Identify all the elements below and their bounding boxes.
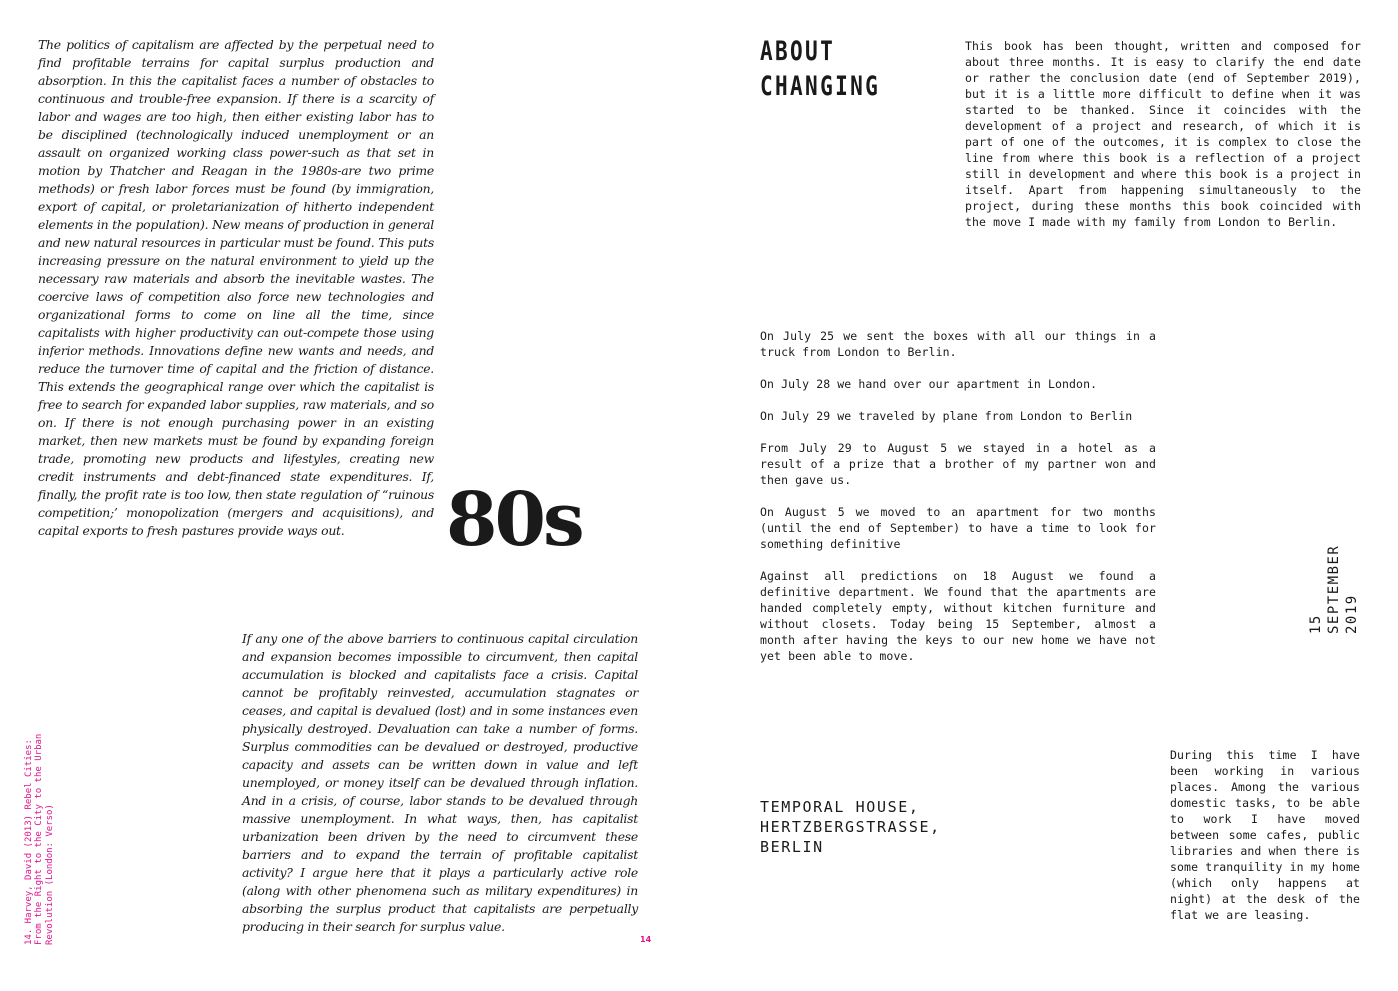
date-year: 2019 xyxy=(1344,594,1360,634)
timeline-entry: From July 29 to August 5 we stayed in a hotel as a result of a prize that a brother of my partner won and then gave us. xyxy=(760,441,1156,487)
date-day: 15 xyxy=(1308,614,1324,634)
timeline-entry: On July 29 we traveled by plane from London to Berlin xyxy=(760,409,1133,423)
location-line-1: TEMPORAL HOUSE, xyxy=(760,798,920,816)
location-line-2: HERTZBERGSTRASSE, xyxy=(760,818,941,836)
date-month: SEPTEMBER xyxy=(1326,544,1342,634)
timeline-entry: On July 25 we sent the boxes with all our things in a truck from London to Berlin. xyxy=(760,329,1156,359)
essay-paragraph-2: If any one of the above barriers to continuous capital circulation and expansion becomes impossible to circumvent, then capital accumulation is blocked and capitalists face a crisis. Capital cannot be profitably reinvested, accumulation stagnates or ceases, and capital is devalued (lost) and in some instances even physically destroyed. Devaluation can take a number of forms. Surplus commodities can be devalued or destroyed, productive capacity and assets can be written down in value and left unemployed, or money itself can be devalued through inflation. And in a crisis, of course, labor stands to be devalued through massive unemployment. In what ways, then, has capitalist urbanization been driven by the need to circumvent these barriers and to expand the terrain of profitable capitalist activity? I argue here that it plays a particularly active role (along with other phenomena such as military expenditures) in absorbing the surplus product that capitalists are perpetually producing in their search for surplus value. xyxy=(242,631,638,934)
work-places-paragraph: During this time I have been working in various places. Among the various domestic tasks, to be able to work I have moved between some cafes, public libraries and when there is some tranquility in my home (which only happens at night) at the desk of the flat we are leasing. xyxy=(1170,748,1360,922)
timeline-entry: On July 28 we hand over our apartment in London. xyxy=(760,377,1098,391)
timeline-entry: Against all predictions on 18 August we found a definitive department. We found that the apartments are handed completely empty, without kitchen furniture and without closets. Today being 15 September, almost a month after having the keys to our new home we have not yet been able to move. xyxy=(760,569,1156,663)
move-timeline xyxy=(760,328,1156,680)
footnote-citation: 14. Harvey, David (2013) Rebel Cities: From the Right to the City to the Urban Revolution (London: Verso) xyxy=(24,733,55,945)
section-title-line-1: ABOUT xyxy=(760,36,836,67)
section-title xyxy=(760,34,880,104)
essay-paragraph-1: The politics of capitalism are affected by the perpetual need to find profitable terrains for capital surplus production and absorption. In this the capitalist faces a number of obstacles to continuous and trouble-free expansion. If there is a scarcity of labor and wages are too high, then either existing labor has to be disciplined (technologically induced unemployment or an assault on organized working class power-such as that set in motion by Thatcher and Reagan in the 1980s-are two prime methods) or fresh labor forces must be found (by immigration, export of capital, or proletarianization of hitherto independent elements in the population). New means of production in general and new natural resources in particular must be found. This puts increasing pressure on the natural environment to yield up the necessary raw materials and absorb the inevitable wastes. The coercive laws of competition also force new technologies and organizational forms to come on line all the time, since capitalists with higher productivity can out-compete those using inferior methods. Innovations define new wants and needs, and reduce the turnover time of capital and the friction of distance. This extends the geographical range over which the capitalist is free to search for expanded labor supplies, raw materials, and so on. If there is not enough purchasing power in an existing market, then new markets must be found by expanding foreign trade, promoting new products and lifestyles, creating new credit instruments and debt-financed state expenditures. If, finally, the profit rate is too low, then state regulation of “ruinous competition;’ monopolization (mergers and acquisitions), and capital exports to fresh pastures provide ways out. xyxy=(38,37,434,538)
intro-paragraph: This book has been thought, written and composed for about three months. It is easy to clarify the end date or rather the conclusion date (end of September 2019), but it is a little more difficult to define when it was started to be thanked. Since it coincides with the development of a project and research, of which it is part of one of the outcomes, it is complex to close the line from where this book is a reflection of a project still in development and where this book is a project in itself. Apart from happening simultaneously to the project, during these months this book coincided with the move I made with my family from London to Berlin. xyxy=(965,39,1361,229)
location-label xyxy=(760,797,941,857)
timeline-entry: On August 5 we moved to an apartment for two months (until the end of September) to have a time to look for something definitive xyxy=(760,505,1156,551)
date-stamp xyxy=(1307,545,1361,634)
location-line-3: BERLIN xyxy=(760,838,824,856)
section-title-line-2: CHANGING xyxy=(760,71,881,102)
decade-label-80s: 80s xyxy=(446,477,582,563)
page-number: 14 xyxy=(640,935,652,944)
